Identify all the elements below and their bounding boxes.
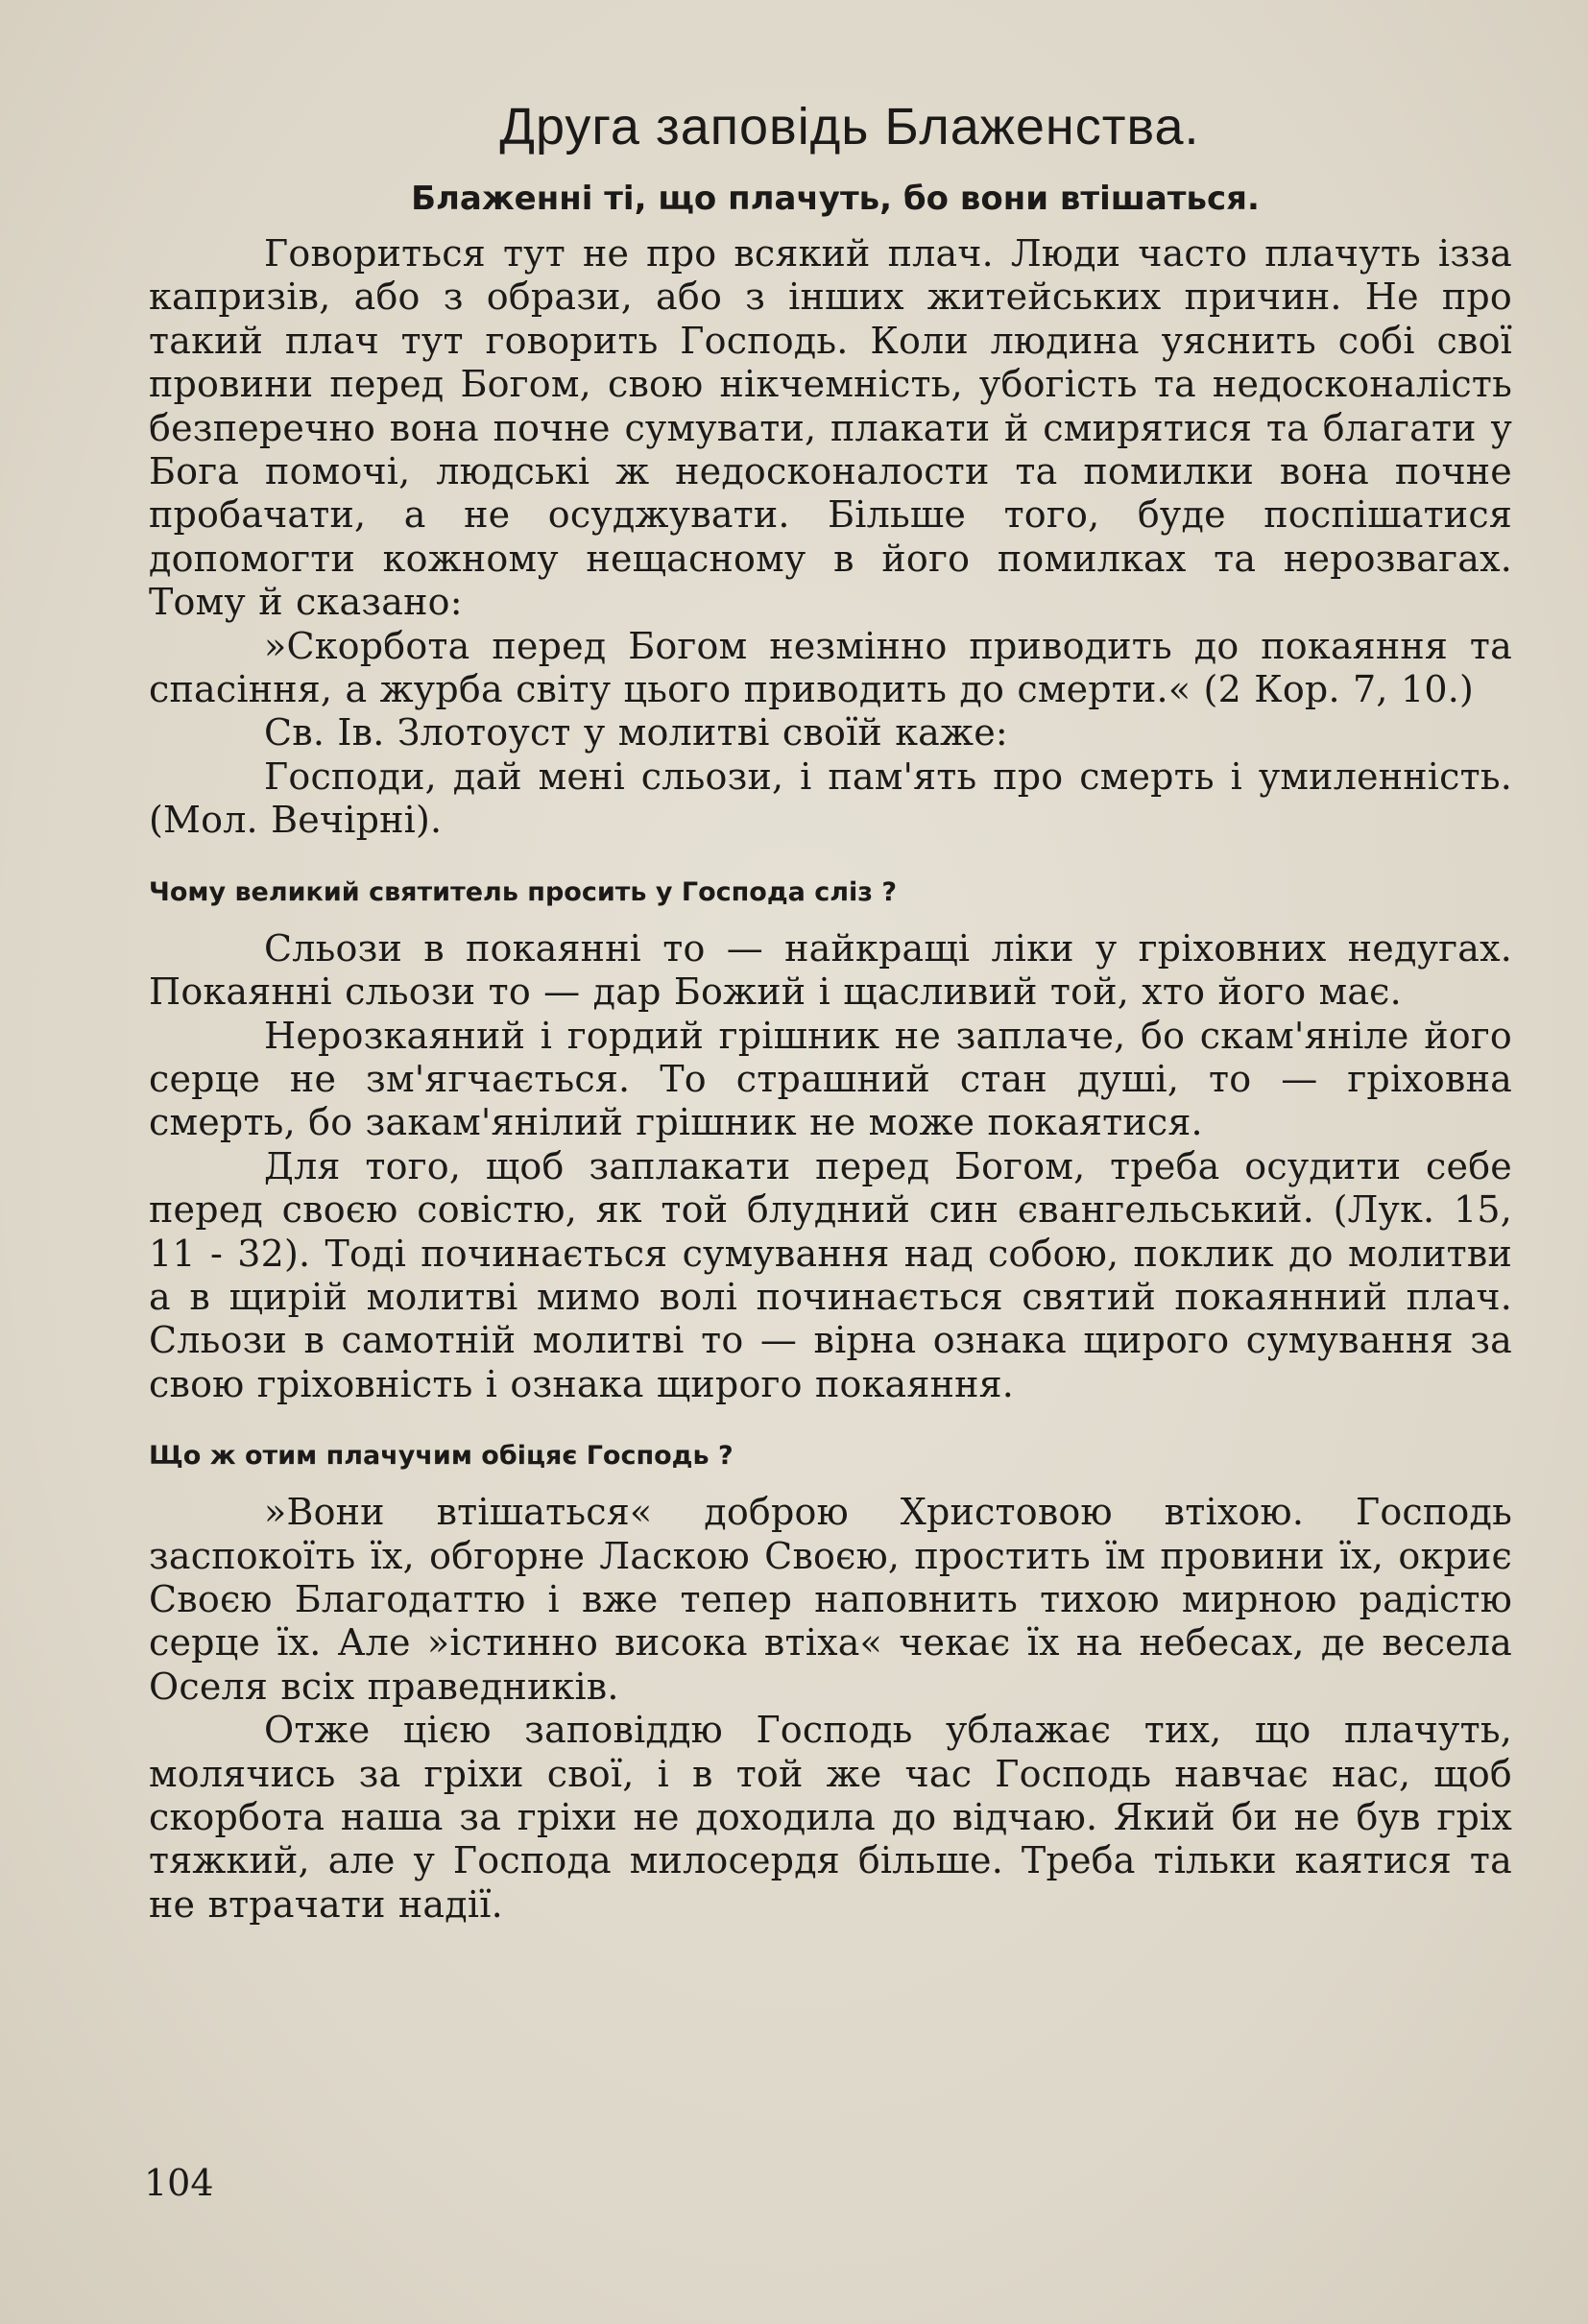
paragraph: Говориться тут не про всякий плач. Люди часто плачуть ізза капризів, або з образи, або з інших житейських причин. Не про такий плач тут говорить Господь. Коли людина уяснить собі свої провини перед Богом, свою нікчемність, убогість та недосконалість безперечно вона почне сумувати, плакати й смирятися та благати у Бога помочі, людські ж недосконалости та помилки вона почне пробачати, а не осуджувати. Більше того, буде поспішатися допомогти кожному нещасному в його помилках та нерозвагах. Тому й сказано:: [149, 232, 1512, 624]
page-subtitle: Блаженні ті, що плачуть, бо вони втішаться.: [411, 180, 1260, 218]
paragraph: »Скорбота перед Богом незмінно приводить до покаяння та спасіння, а журба світу цього приводить до смерти.« (2 Кор. 7, 10.): [149, 624, 1512, 711]
page-title: Друга заповідь Блаженства.: [499, 98, 1200, 156]
page-number: 104: [144, 2162, 214, 2204]
section-heading: Чому великий святитель просить у Господа сліз ?: [149, 876, 898, 907]
paragraph: Для того, щоб заплакати перед Богом, треба осудити себе перед своєю совістю, як той блудний син євангельський. (Лук. 15, 11 - 32). Тоді починається сумування над собою, поклик до молитви а в щирій молитві мимо волі починається святий покаянний плач. Сльози в самотній молитві то — вірна ознака щирого сумування за свою гріховність і ознака щирого покаяння.: [149, 1144, 1512, 1405]
page-content: [149, 96, 1512, 1927]
paragraph: Отже цією заповіддю Господь ублажає тих, що плачуть, молячись за гріхи свої, і в той же час Господь навчає нас, щоб скорбота наша за гріхи не доходила до відчаю. Який би не був гріх тяжкий, але у Господа милосердя більше. Треба тільки каятися та не втрачати надії.: [149, 1709, 1512, 1926]
section-heading: Що ж отим плачучим обіцяє Господь ?: [149, 1441, 734, 1472]
paragraph: Св. Ів. Злотоуст у молитві своїй каже:: [264, 711, 1008, 755]
paragraph: Нерозкаяний і гордий грішник не заплаче, бо скам'яніле його серце не зм'ягчається. То страшний стан душі, то — гріховна смерть, бо закам'янілий грішник не може покаятися.: [149, 1014, 1512, 1144]
paragraph: Сльози в покаянні то — найкращі ліки у гріховних недугах. Покаянні сльози то — дар Божий і щасливий той, хто його має.: [149, 926, 1512, 1014]
paragraph: Господи, дай мені сльози, і пам'ять про смерть і умиленність. (Мол. Вечірні).: [149, 755, 1512, 842]
paragraph: »Вони втішаться« доброю Христовою втіхою. Господь заспокоїть їх, обгорне Ласкою Своєю, простить їм провини їх, окриє Своєю Благодаттю і вже тепер наповнить тихою мирною радістю серце їх. Але »істинно висока втіха« чекає їх на небесах, де весела Оселя всіх праведників.: [149, 1491, 1512, 1708]
